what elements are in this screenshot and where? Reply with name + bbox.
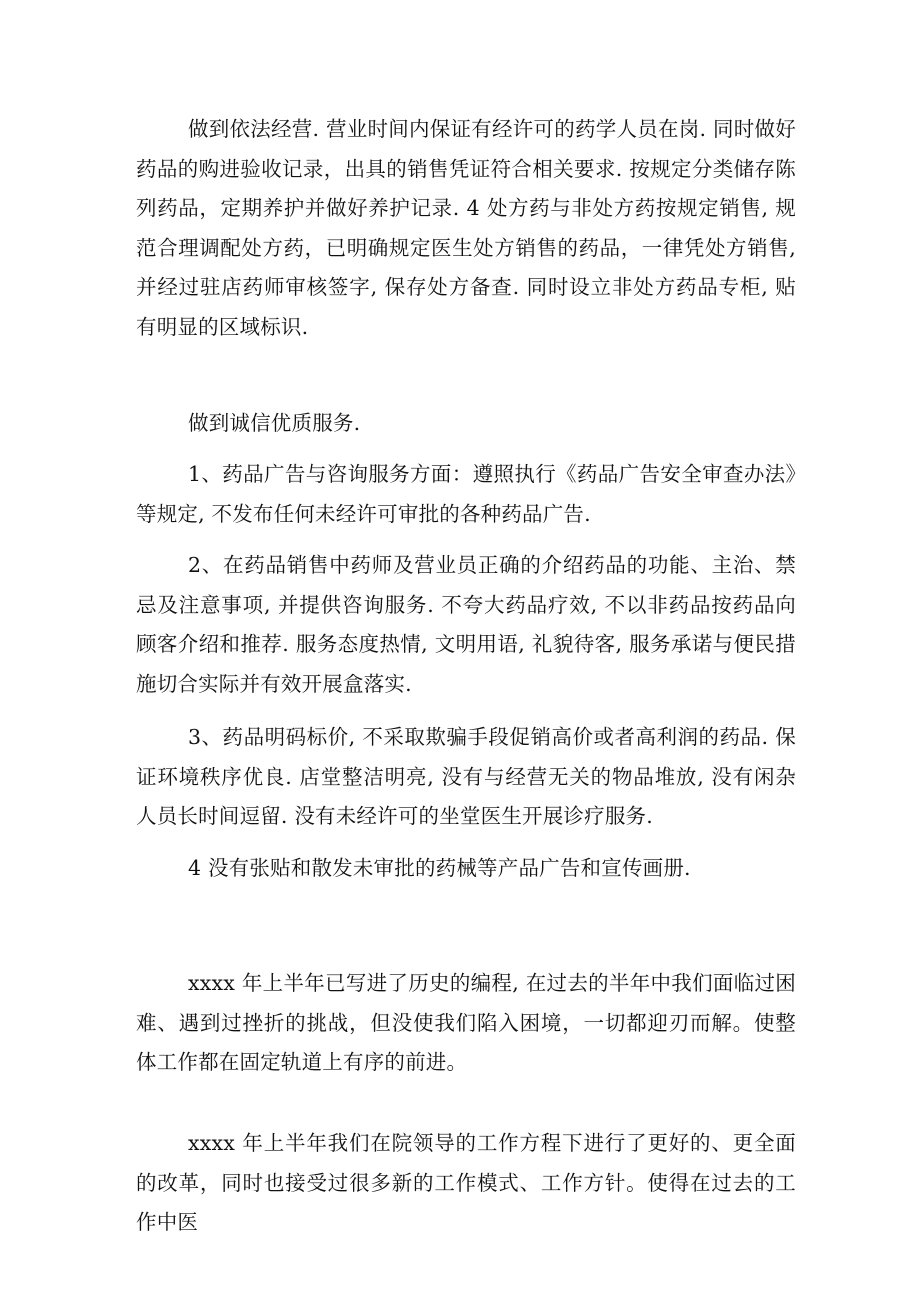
paragraph-first-half-review: xxxx 年上半年已写进了历史的编程, 在过去的半年中我们面临过困难、遇到过挫折的挑战，但没使我们陷入困境，一切都迎刃而解。使整体工作都在固定轨道上有序的前进。 <box>136 971 796 1074</box>
paragraph-honest-service: 做到诚信优质服务. <box>188 411 361 435</box>
paragraph-item-1-advertising: 1、药品广告与咨询服务方面：遵照执行《药品广告安全审查办法》等规定, 不发布任何未经许可审批的各种药品广告. <box>136 462 796 526</box>
paragraph-lawful-operation: 做到依法经营. 营业时间内保证有经许可的药学人员在岗. 同时做好药品的购进验收记录，出具的销售凭证符合相关要求. 按规定分类储存陈列药品，定期养护并做好养护记录. 4 处方药与非处方药按规定销售, 规范合理调配处方药，已明确规定医生处方销售的药品，一律凭处方销售, 并经过驻店药师审核签字, 保存处方备查. 同时设立非处方药品专柜, 贴有明显的区域标识. <box>136 117 796 339</box>
paragraph-item-4-no-flyers: 4 没有张贴和散发未审批的药械等产品广告和宣传画册. <box>188 856 691 880</box>
paragraph-item-3-pricing: 3、药品明码标价, 不采取欺骗手段促销高价或者高利润的药品. 保证环境秩序优良. 店堂整洁明亮, 没有与经营无关的物品堆放, 没有闲杂人员长时间逗留. 没有未经许可的坐堂医生开展诊疗服务. <box>136 725 796 828</box>
paragraph-item-2-sales: 2、在药品销售中药师及营业员正确的介绍药品的功能、主治、禁忌及注意事项, 并提供咨询服务. 不夸大药品疗效, 不以非药品按药品向顾客介绍和推荐. 服务态度热情, 文明用语, 礼貌待客, 服务承诺与便民措施切合实际并有效开展盒落实. <box>136 553 796 696</box>
paragraph-first-half-reform: xxxx 年上半年我们在院领导的工作方程下进行了更好的、更全面的改革，同时也接受过很多新的工作模式、工作方针。使得在过去的工作中医 <box>136 1131 796 1234</box>
